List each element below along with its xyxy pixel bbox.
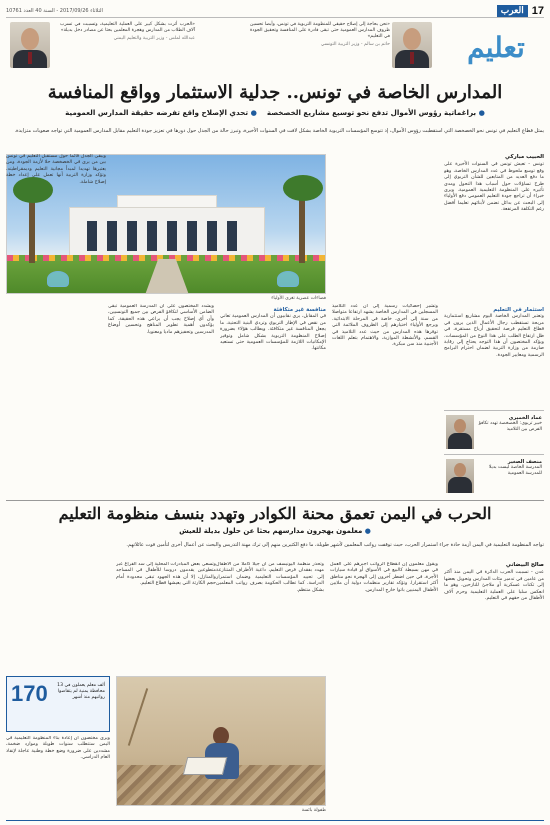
expert-profile-1 — [444, 410, 544, 452]
story2-subhead-text: معلمون يهجرون مدارسهم بحثا عن حلول بديلة للعيش — [179, 527, 363, 535]
expert-photo-1 — [446, 415, 474, 449]
story1-subtitle-2: منافسة غير متكافئة — [273, 307, 326, 313]
story1-column-1-text: تونس - تعيش تونس في السنوات الأخيرة على وقع توسع ملحوظ في عدد المدارس الخاصة، وهو ما دفع العديد من المتابعين للشأن التربوي إلى طرح تساؤلات حول أسباب هذا التحول ومدى تأثيره على المنظومة التعليمية العمومية. ويرى خبراء أن تراجع جودة التعليم العمومي دفع الأولياء إلى البحث عن بدائل تضمن لأبنائهم تعليما أفضل رغم التكلفة المرتفعة. — [444, 162, 544, 213]
story1-photo-caption: فضاءات عصرية تغري الأولياء — [271, 296, 326, 301]
section-title — [448, 24, 544, 70]
expert-name-1: عماد الخميري — [508, 415, 542, 421]
story2-headline: الحرب في اليمن تعمق محنة الكوادر وتهدد بنسف منظومة التعليم — [58, 504, 492, 523]
bullet-icon: ● — [250, 108, 257, 117]
story2-photo-caption: طفولة بائسة — [301, 808, 326, 813]
story1-column-4-text: في المقابل، يرى نقابيون أن المدارس العمومية تعاني من نقص في الإطار التربوي وتردي البنية التحتية، ما يجعل المنافسة غير متكافئة. ويطالب هؤلاء بضرورة إصلاح المنظومة التربوية بشكل شامل وتوفير الإمكانيات اللازمة للمؤسسات العمومية حتى تستعيد مكانتها. — [220, 314, 326, 352]
story1-column-3 — [332, 304, 438, 490]
story2-photo-child-studying — [116, 676, 326, 806]
story2-column-2-text: ويقول معلمون إن انقطاع الرواتب أجبرهم على العمل في مهن بسيطة كالبيع في الأسواق أو قيادة سيارات الأجرة، في حين اضطر آخرون إلى الهجرة نحو مناطق أكثر استقرارا. وتؤكد تقارير منظمات دولية أن ملايين الأطفال اليمنيين باتوا خارج المدارس. — [330, 562, 438, 593]
quote-1 — [250, 22, 390, 72]
story1-subhead-1: براغماتية رؤوس الأموال تدفع نحو توسيع مشاريع الخصخصة — [266, 108, 477, 117]
expert-profile-2-text — [478, 459, 542, 477]
story2-stat-box — [6, 676, 110, 732]
masthead-brand — [497, 5, 544, 17]
story1-headline: المدارس الخاصة في تونس.. جدلية الاستثمار وواقع المنافسة — [47, 82, 503, 103]
expert-photo-2 — [446, 459, 474, 493]
quote-portrait-1 — [392, 22, 432, 68]
bullet-icon: ● — [364, 527, 371, 535]
story2-byline: صالح البيضاني — [505, 562, 544, 568]
quote-portrait-2 — [10, 22, 50, 68]
expert-profile-2 — [444, 454, 544, 496]
quote-1-author: حاتم بن سالم - وزير التربية التونسي — [320, 42, 390, 47]
quote-2 — [60, 22, 195, 72]
story1-subtitle-1: استثمار في التعليم — [493, 307, 544, 313]
story1-column-5 — [108, 304, 214, 490]
bullet-icon: ● — [478, 108, 485, 117]
expert-profile-1-text — [478, 415, 542, 433]
quote-2-text: «الحرب أثرت بشكل كبير على العملية التعليمية، وتسببت في تسرب آلاف الطلاب من المدارس وهجرة المعلمين بحثا عن مصادر دخل بديلة» — [60, 22, 195, 33]
story1-column-4 — [220, 304, 326, 490]
story1-column-1 — [444, 154, 544, 304]
story1-subhead-2: تحدي الإصلاح واقع تفرضه حقيقة المدارس العمومية — [65, 108, 249, 117]
story2-subhead — [6, 527, 544, 535]
story2-column-2 — [330, 562, 438, 812]
issue-info: الثلاثاء 2017/09/26 - السنة 40 العدد 10761 — [6, 7, 103, 14]
expert-name-2: منصف الصغير — [507, 459, 542, 465]
expert-role-2: المدرسة الخاصة ليست بديلا للمدرسة العمومية — [488, 465, 542, 476]
quote-1-text: «نحن بحاجة إلى إصلاح حقيقي للمنظومة التربوية في تونس، وأيضا تحسين ظروف المدارس العمومية حتى تبقى قادرة على المنافسة وتحقيق الجودة في التعليم» — [250, 22, 390, 39]
masthead-strip — [6, 4, 544, 18]
story1-column-6-text: ويبقى الجدل قائما حول مستقبل التعليم في تونس بين من يرى في الخصخصة حلا لأزمة الجودة، ومن يعتبرها تهديدا لمبدأ مجانية التعليم وديمقراطيته. وتؤكد وزارة التربية أنها تعمل على إعداد خطة إصلاح شاملة. — [6, 154, 106, 185]
story1-column-2-text: وتعتبر المدارس الخاصة اليوم مشاريع استثمارية مربحة تستقطب رجال الأعمال الذين يرون في قطاع التعليم فرصة لتحقيق أرباح مستقرة، في ظل ارتفاع الطلب على هذا النوع من المؤسسات. ويؤكد المختصون أن هذا التوجه يحتاج إلى رقابة صارمة من وزارة التربية لضمان احترام البرامج الرسمية ومعايير الجودة. — [444, 314, 544, 358]
story2-column-5-text: ويرى مختصون أن إعادة بناء المنظومة التعليمية في اليمن ستتطلب سنوات طويلة وموارد ضخمة، مشددين على ضرورة وضع خطة وطنية عاجلة لإنقاذ العام الدراسي. — [6, 736, 110, 761]
story2-column-1 — [444, 562, 544, 812]
story1-intro: يمثل قطاع التعليم في تونس نحو الخصخصة التي استقطبت رؤوس الأموال، إذ تتوسع المؤسسات التربوية الخاصة بشكل لافت في السنوات الأخيرة، وتبرز حالة من الجدل حول دورها في تعزيز جودة التعليم مقابل المدارس العمومية التي تواجه صعوبات متزايدة. — [14, 128, 544, 134]
story2-column-1-text: عدن - تسببت الحرب الدائرة في اليمن منذ أكثر من عامين في تدمير مئات المدارس وتحويل بعضها إلى ثكنات عسكرية أو ملاجئ للنازحين، وهو ما انعكس سلبا على العملية التعليمية وحرم آلاف الأطفال من حقهم في التعليم. — [444, 570, 544, 602]
paper-name: العرب — [497, 5, 528, 17]
stat-text: ألف معلم يعملون في 13 محافظة يمنية لم يتقاضوا رواتبهم منذ أشهر — [57, 683, 105, 701]
story1-column-5-text: ويشدد المختصون على أن المدرسة العمومية تبقى الضامن الأساسي لتكافؤ الفرص بين جميع التونسيين، وأن أي إصلاح يجب أن يراعي هذه الحقيقة. كما يؤكدون أهمية تطوير المناهج وتحسين أوضاع المدرسين وتحفيزهم ماديا ومعنويا. — [108, 304, 214, 335]
story1-column-3-text: وتشير إحصائيات رسمية إلى أن عدد التلاميذ المسجلين في المدارس الخاصة يشهد ارتفاعا متواصلا من سنة إلى أخرى، خاصة في المرحلة الابتدائية. ويرجع الأولياء اختيارهم إلى الظروف الملائمة التي توفرها هذه المدارس من حيث عدد التلاميذ في القسم، والأنشطة الموازية، والاهتمام بتعلم اللغات الأجنبية منذ سن مبكرة. — [332, 304, 438, 348]
section-title-text: تعليم — [467, 30, 525, 64]
expert-role-1: خبير تربوي: الخصخصة تهدد تكافؤ الفرص بين التلاميذ — [478, 421, 542, 432]
story1-subhead — [6, 108, 544, 118]
story1-byline: الحبيب مباركي — [505, 154, 544, 160]
story2-column-5 — [6, 736, 110, 812]
story2-column-4-text: وتسعى بعض المبادرات المحلية إلى سد الفراغ عبر متطوعين يقدمون دروسا للأطفال في المساجد والمنازل، إلا أن هذه الجهود تبقى محدودة أمام حجم الكارثة التي يعيشها قطاع التعليم. — [116, 562, 216, 587]
story2-intro: تواجه المنظومة التعليمية في اليمن أزمة حادة جراء استمرار الحرب، حيث توقفت رواتب المعلمين لأشهر طويلة، ما دفع الكثيرين منهم إلى ترك مهنة التدريس والبحث عن أعمال أخرى لتأمين قوت عائلاتهم. — [126, 542, 544, 548]
story2-column-3-text: وتحذر منظمة اليونيسف من أن جيلا كاملا من الأطفال مهدد بفقدان فرص التعليم، داعية الأطراف المتنازعة إلى تحييد المؤسسات التعليمية وضمان استمرار الدراسة. كما تطالب الحكومة بصرف رواتب المعلمين بشكل منتظم. — [216, 562, 324, 593]
page-number: 17 — [531, 4, 544, 17]
stat-number: 170 — [11, 681, 48, 706]
page-footer-rule — [6, 820, 544, 821]
story-divider — [6, 500, 544, 501]
quote-2-author: عبدالله لملس - وزير التربية والتعليم اليمني — [113, 36, 195, 41]
story1-column-2 — [444, 304, 544, 404]
story2-column-4 — [116, 562, 216, 672]
story1-column-6 — [6, 154, 106, 490]
